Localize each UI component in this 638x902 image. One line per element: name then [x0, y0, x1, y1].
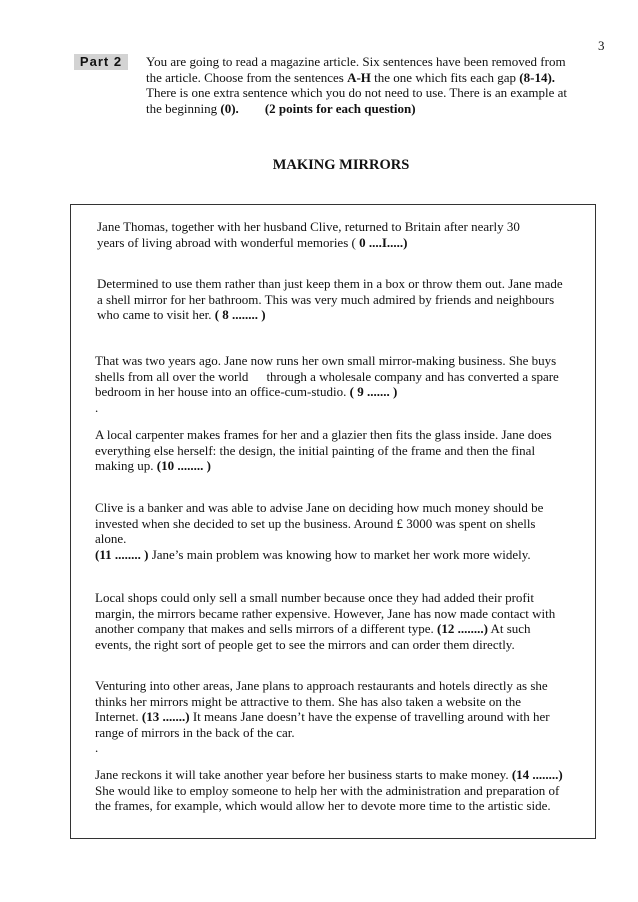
paragraph-6-line-2: margin, the mirrors became rather expensive. However, Jane has now made contact with — [95, 605, 556, 621]
paragraph-7-line-3b: It means Jane doesn’t have the expense of travelling around with her — [189, 709, 550, 724]
article-paragraph-5 — [95, 500, 591, 562]
instructions-gaps-range: (8-14). — [519, 69, 556, 85]
paragraph-2-line-2: a shell mirror for her bathroom. This was very much admired by friends and neighbours — [97, 291, 555, 307]
paragraph-7-line-4: range of mirrors in the back of the car. — [95, 724, 295, 740]
gap-8: ( 8 ........ ) — [214, 307, 266, 322]
paragraph-8-line-2: She would like to employ someone to help her with the administration and preparation of — [95, 782, 560, 798]
paragraph-6-line-1: Local shops could only sell a small number because once they had added their profit — [95, 590, 534, 605]
paragraph-7-line-5: . — [95, 740, 99, 755]
gap-13: (13 .......) — [141, 709, 190, 724]
page-number: 3 — [598, 38, 605, 53]
paragraph-5-line-1: Clive is a banker and was able to advise Jane on deciding how much money should be — [95, 500, 544, 515]
article-paragraph-2 — [97, 276, 587, 323]
paragraph-7-line-1: Venturing into other areas, Jane plans to approach restaurants and hotels directly as she — [95, 678, 548, 693]
paragraph-3-line-3: bedroom in her house into an office-cum-studio. — [95, 384, 350, 399]
article-title: MAKING MIRRORS — [272, 157, 410, 173]
paragraph-7-line-2: thinks her mirrors might be attractive to them. She has also taken a website on the — [95, 693, 522, 709]
paragraph-5-line-4: Jane’s main problem was knowing how to market her work more widely. — [148, 546, 531, 562]
instructions-options-range: A-H — [347, 69, 371, 85]
article-paragraph-4 — [95, 427, 591, 474]
paragraph-1-line-1: Jane Thomas, together with her husband Clive, returned to Britain after nearly 30 — [97, 219, 520, 234]
paragraph-1-line-2: years of living abroad with wonderful memories ( — [97, 234, 360, 250]
gap-11: (11 ........ ) — [95, 546, 149, 562]
article-paragraph-8 — [95, 767, 595, 814]
paragraph-3-line-2a: shells from all over the world — [95, 368, 249, 384]
gap-10: (10 ........ ) — [156, 458, 211, 473]
paragraph-4-line-3: making up. — [95, 458, 157, 473]
instructions-points: (2 points for each question) — [264, 100, 416, 116]
instructions-line-2a: the article. Choose from the sentences — [146, 69, 348, 85]
paragraph-3-line-4: . — [95, 399, 99, 415]
instructions-line-4a: the beginning — [146, 100, 221, 116]
paragraph-6-line-3a: another company that makes and sells mirrors of a different type. — [95, 621, 437, 636]
paragraph-6-line-4: events, the right sort of people get to see the mirrors and can order them directly. — [95, 636, 515, 652]
instructions-line-1: You are going to read a magazine article. Six sentences have been removed from — [146, 54, 566, 69]
instructions-example-label: (0). — [220, 100, 239, 116]
paragraph-5-line-2: invested when she decided to set up the business. Around £ 3000 was spent on shells — [95, 515, 536, 531]
paragraph-8-line-3: the frames, for example, which would allow her to devote more time to the artistic side. — [95, 798, 551, 813]
article-paragraph-6 — [95, 590, 591, 652]
paragraph-3-line-2b: through a wholesale company and has converted a spare — [266, 368, 559, 384]
gap-14: (14 ........) — [511, 767, 563, 782]
article-paragraph-1 — [97, 219, 567, 250]
article-paragraph-3 — [95, 353, 591, 415]
paragraph-6-line-3b: At such — [487, 621, 531, 636]
paragraph-4-line-1: A local carpenter makes frames for her and a glazier then fits the glass inside. Jane does — [95, 427, 552, 442]
instructions-line-2c: the one which fits each gap — [370, 69, 520, 85]
instructions-line-3: There is one extra sentence which you do not need to use. There is an example at — [146, 85, 568, 100]
paragraph-4-line-2: everything else herself: the design, the initial painting of the frame and then the final — [95, 442, 536, 458]
paragraph-7-line-3a: Internet. — [95, 709, 142, 724]
part-label: Part 2 — [74, 54, 128, 70]
paragraph-2-line-3: who came to visit her. — [97, 307, 215, 322]
gap-0-example: 0 ....I.....) — [359, 234, 408, 250]
paragraph-8-line-1a: Jane reckons it will take another year before her business starts to make money. — [95, 767, 512, 782]
article-paragraph-7 — [95, 678, 591, 756]
paragraph-5-line-3: alone. — [95, 531, 127, 546]
paragraph-3-line-1: That was two years ago. Jane now runs her own small mirror-making business. She buys — [95, 353, 557, 368]
paragraph-2-line-1: Determined to use them rather than just keep them in a box or throw them out. Jane made — [97, 276, 563, 291]
gap-12: (12 ........) — [437, 621, 488, 636]
instructions — [146, 54, 586, 116]
gap-9: ( 9 ....... ) — [349, 384, 398, 399]
